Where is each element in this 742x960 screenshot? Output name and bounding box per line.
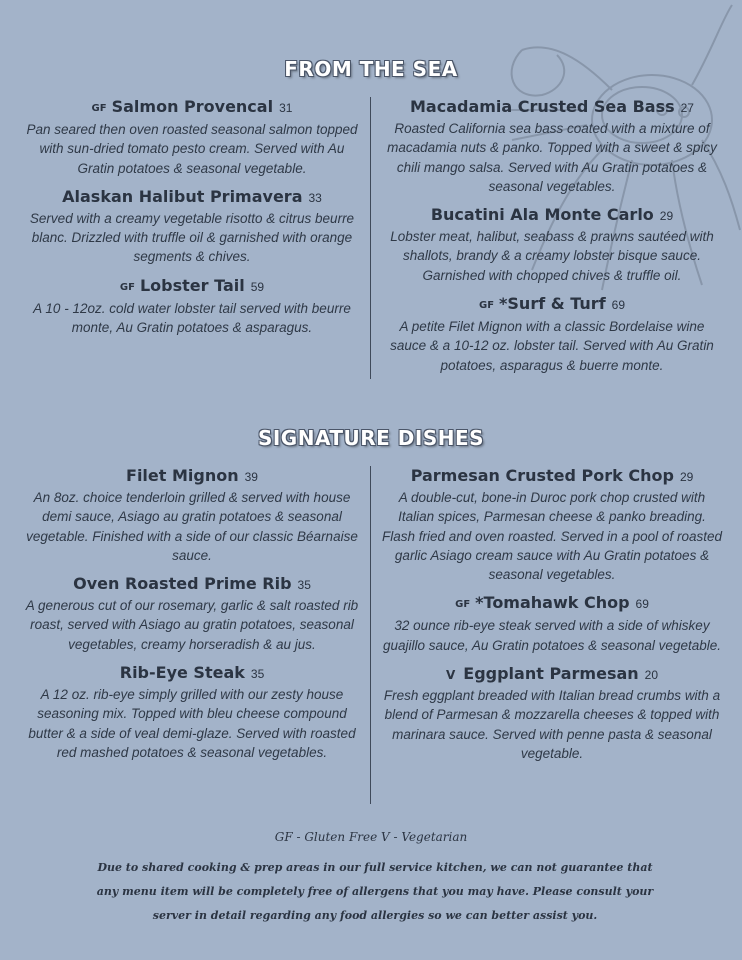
gluten-free-tag: GF: [91, 103, 107, 114]
item-name: Alaskan Halibut Primavera: [62, 186, 303, 206]
menu-item-lobster-tail: [22, 275, 362, 338]
item-name: Bucatini Ala Monte Carlo: [430, 205, 654, 225]
menu-item-salmon-provencal: [22, 96, 362, 178]
section-title-signature-dishes: SIGNATURE DISHES: [257, 426, 485, 450]
item-name: *Tomahawk Chop: [475, 593, 630, 613]
item-price: 31: [279, 101, 293, 115]
sea-left-column: [22, 96, 362, 345]
menu-item-rib-eye-steak: [22, 662, 362, 762]
item-price: 35: [250, 667, 265, 682]
item-description: Fresh eggplant breaded with Italian bread crumbs with a blend of Parmesan & mozzarella cheeses & topped with marinara sauce. Served with penne pasta & seasonal vegetable.: [383, 688, 721, 761]
item-description: Served with a creamy vegetable risotto & citrus beurre blanc. Drizzled with truffle oil & garnished with orange segments & chives.: [29, 210, 355, 265]
menu-item-prime-rib: [22, 573, 362, 654]
item-price: 35: [297, 578, 311, 593]
item-price: 20: [644, 668, 659, 683]
menu-item-bucatini: [382, 204, 722, 285]
item-name: Macadamia Crusted Sea Bass: [410, 97, 675, 116]
gluten-free-tag: GF: [478, 300, 495, 312]
menu-item-macadamia-sea-bass: [382, 96, 722, 196]
item-price: 33: [308, 190, 322, 205]
item-price: 69: [635, 597, 649, 612]
signature-left-column: [22, 465, 362, 770]
item-description: Roasted California sea bass coated with a mixture of macadamia nuts & panko. Topped with a sweet & spicy chili mango salsa. Served with Au Gratin potatoes & seasonal vegetables.: [387, 121, 717, 194]
item-description: An 8oz. choice tenderloin grilled & served with house demi sauce, Asiago au gratin potatoes & seasonal vegetable. Finished with a side of our classic Béarnaise sauce.: [26, 490, 358, 563]
item-description: A 12 oz. rib-eye simply grilled with our zesty house seasoning mix. Topped with bleu cheese compound butter & a side of veal demi-glaze. Served with roasted red mashed potatoes & seasonal vegetables.: [28, 687, 356, 760]
sea-right-column: [382, 96, 722, 383]
menu-item-alaskan-halibut: [22, 186, 362, 267]
dietary-legend: GF - Gluten Free V - Vegetarian: [274, 830, 468, 844]
item-description: Pan seared then oven roasted seasonal salmon topped with sun-dried tomato pesto cream. Served with Au Gratin potatoes & seasonal vegetable.: [26, 122, 358, 176]
column-divider: [370, 466, 371, 804]
column-divider: [370, 97, 371, 379]
item-description: A 10 - 12oz. cold water lobster tail served with beurre monte, Au Gratin potatoes & asparagus.: [33, 300, 351, 336]
signature-right-column: [382, 465, 722, 771]
allergen-disclaimer: Due to shared cooking & prep areas in our full service kitchen, we can not guarantee that any menu item will be completely free of allergens that you may have. Please consult your server in detail regarding any food allergies so we can better assist you.: [96, 861, 654, 922]
item-description: 32 ounce rib-eye steak served with a side of whiskey guajillo sauce, Au Gratin potatoes & seasonal vegetable.: [383, 618, 721, 653]
item-name: *Surf & Turf: [499, 294, 606, 314]
gluten-free-tag: GF: [455, 599, 471, 611]
item-name: Rib-Eye Steak: [119, 663, 245, 683]
item-description: Lobster meat, halibut, seabass & prawns sautéed with shallots, brandy & a creamy lobster bisque sauce. Garnished with chopped chives & truffle oil.: [390, 229, 714, 283]
gluten-free-tag: GF: [119, 281, 135, 293]
item-description: A petite Filet Mignon with a classic Bordelaise wine sauce & a 10-12 oz. lobster tail. Served with Au Gratin potatoes, asparagus & buerre monte.: [390, 319, 714, 373]
item-price: 29: [659, 209, 674, 224]
menu-item-filet-mignon: [22, 465, 362, 565]
menu-item-tomahawk-chop: [382, 592, 722, 655]
item-price: 29: [679, 470, 694, 484]
menu-item-eggplant-parmesan: [382, 663, 722, 763]
item-price: 69: [611, 298, 626, 313]
item-price: 39: [244, 470, 258, 484]
menu-item-surf-and-turf: [382, 293, 722, 375]
menu-item-pork-chop: [382, 465, 722, 584]
item-description: A generous cut of our rosemary, garlic & salt roasted rib roast, served with Asiago au gratin potatoes, seasonal vegetables, creamy horseradish & au jus.: [25, 598, 359, 652]
item-name: Filet Mignon: [126, 466, 239, 485]
item-name: Eggplant Parmesan: [463, 664, 639, 684]
item-name: Oven Roasted Prime Rib: [73, 574, 292, 594]
item-name: Salmon Provencal: [111, 97, 274, 116]
item-price: 27: [680, 101, 694, 115]
item-name: Lobster Tail: [139, 275, 245, 295]
section-title-from-the-sea: FROM THE SEA: [284, 57, 458, 81]
item-price: 59: [250, 279, 265, 294]
item-name: Parmesan Crusted Pork Chop: [410, 466, 674, 485]
vegetarian-tag: V: [445, 668, 456, 683]
item-description: A double-cut, bone-in Duroc pork chop crusted with Italian spices, Parmesan cheese & panko breading. Flash fried and oven roasted. Served in a pool of roasted garlic Asiago cream sauce with Au Gratin potatoes & seasonal vegetables.: [382, 490, 722, 583]
